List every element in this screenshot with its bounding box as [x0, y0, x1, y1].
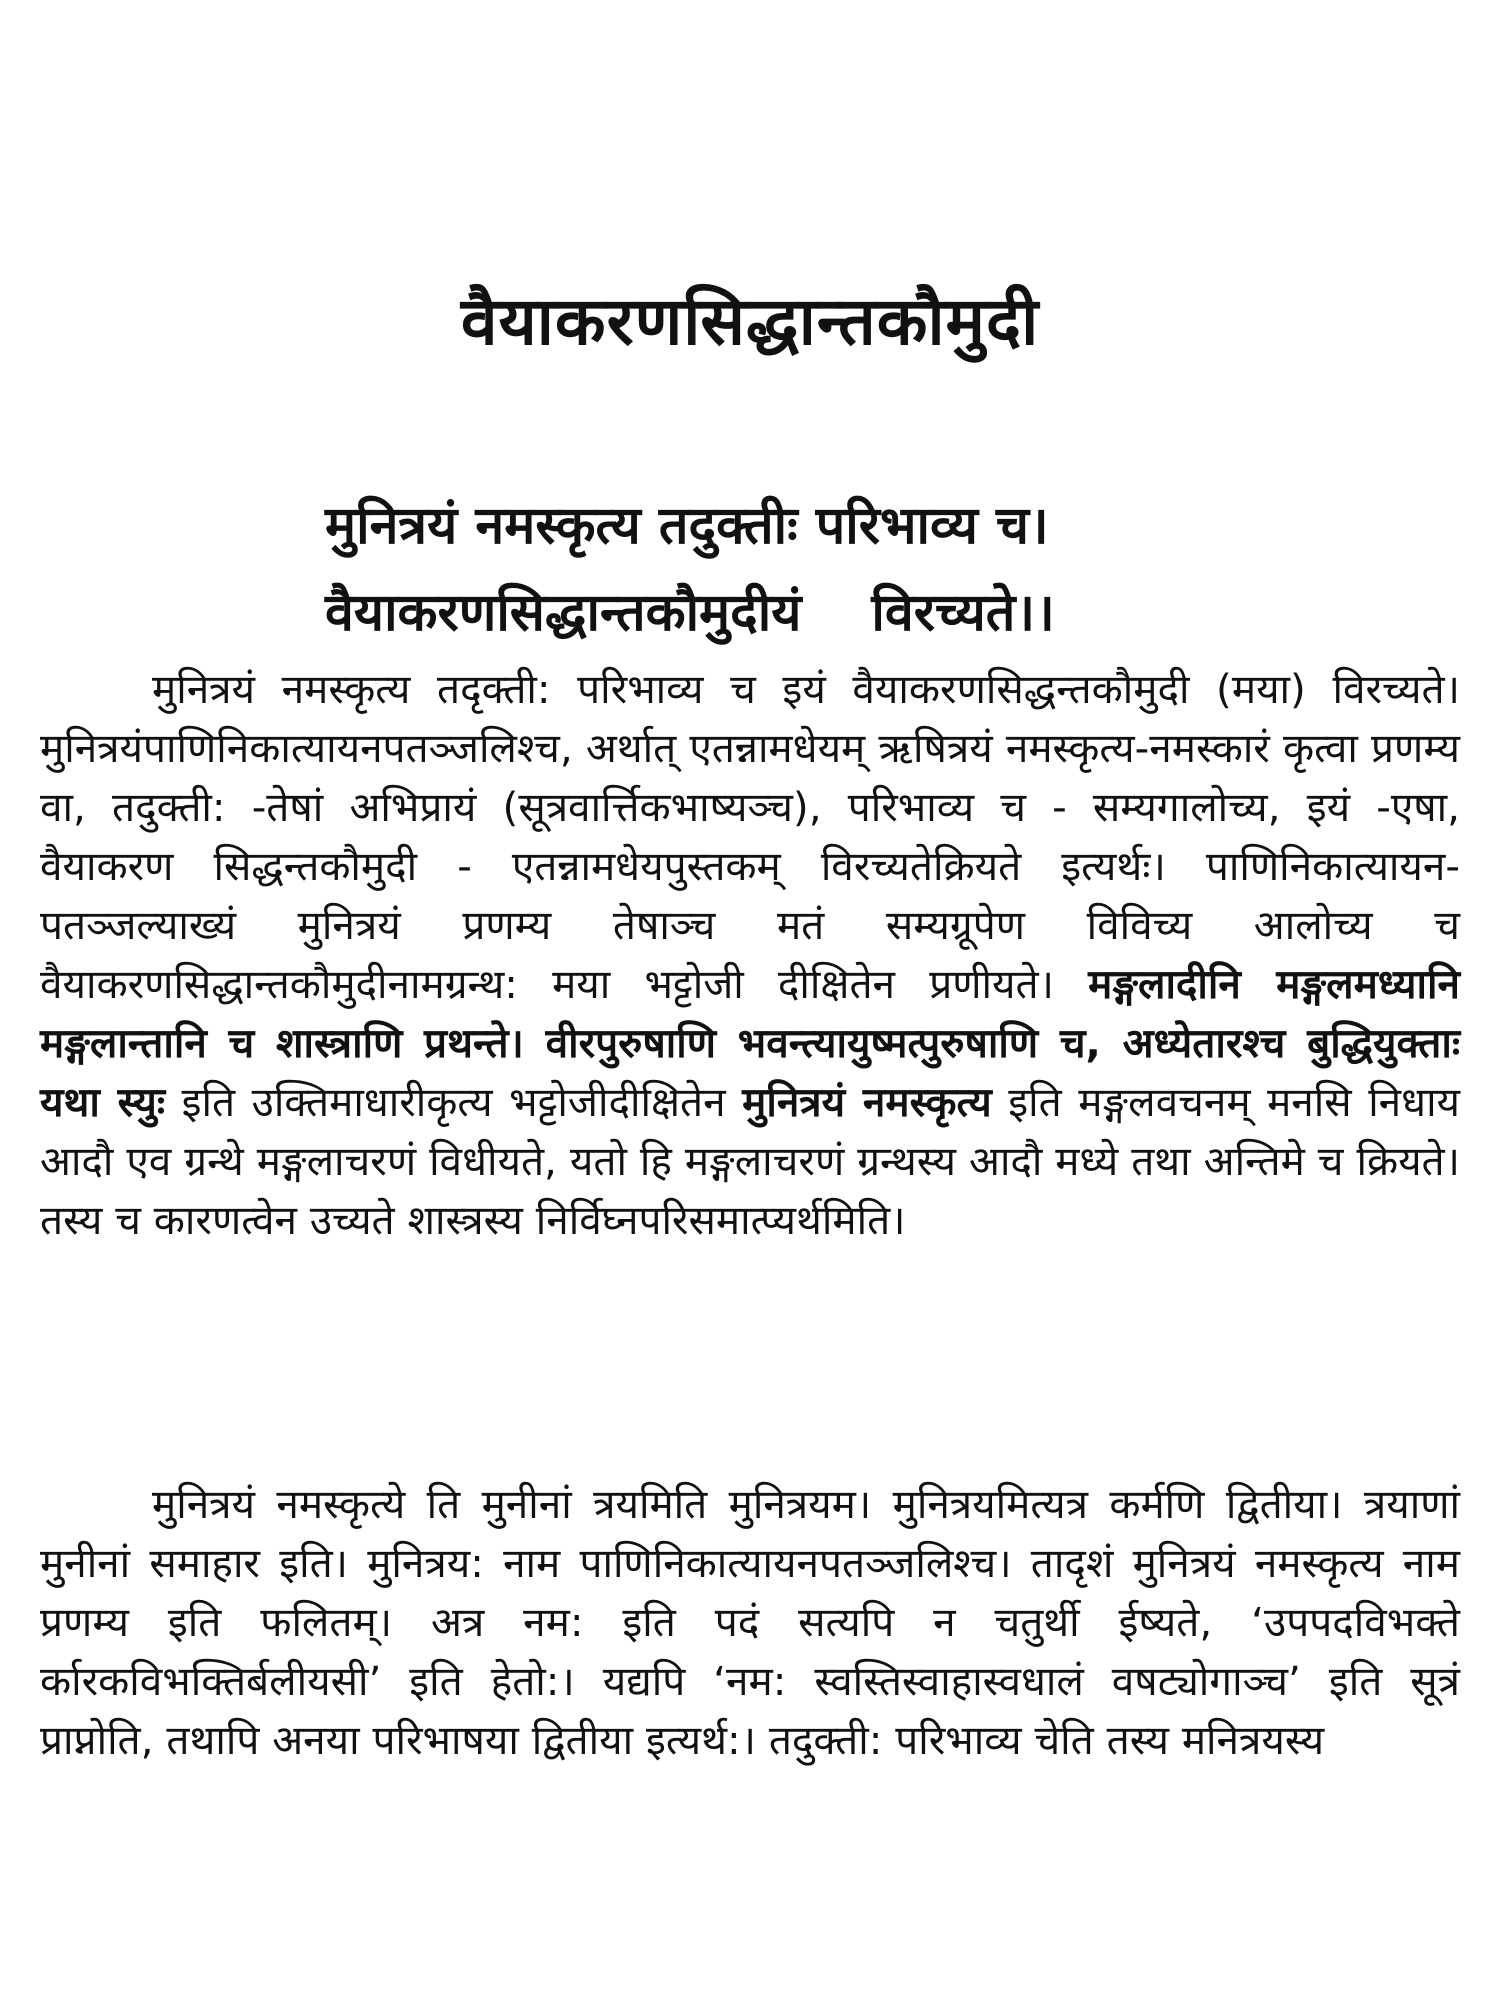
- paragraph-2-text: मुनित्रयं नमस्कृत्ये ति मुनीनां त्रयमिति मुनित्रयम। मुनित्रयमित्यत्र कर्मणि द्वितीया। त्रयाणां मुनीनां समाहार इति। मुनित्रय: नाम पाणिनिकात्यायनपतञ्जलिश्च। तादृशं मुनित्रयं नमस्कृत्य नाम प्रणम्य इति फलितम्। अत्र नम: इति पदं सत्यपि न चतुर्थी ईष्यते, ‘उपपदविभक्ते र्कारकविभक्तिर्बलीयसी’ इति हेतो:। यद्यपि ‘नम: स्वस्तिस्वाहास्वधालं वषट्योगाञ्च’ इति सूत्रं प्राप्नोति, तथापि अनया परिभाषया द्वितीया इत्यर्थ:। तदुक्ती: परिभाव्य चेति तस्य मनित्रयस्य: [40, 1480, 1460, 1764]
- verse-line-1: मुनित्रयं नमस्कृत्य तदुक्तीः परिभाव्य च।: [325, 496, 1049, 556]
- paragraph-1-bold-1: मङ्गलादीनि मङ्गलमध्यानि मङ्गलान्तानि च शास्त्राणि प्रथन्ते। वीरपुरुषाणि भवन्त्यायुष्मत्पुरुषाणि च, अध्येतारश्च बुद्धियुक्ताः यथा स्युः: [40, 960, 1461, 1126]
- paragraph-1-text-1: मुनित्रयं नमस्कृत्य तदृक्ती: परिभाव्य च इयं वैयाकरणसिद्धन्तकौमुदी (मया) विरच्यते। मुनित्रयंपाणिनिकात्यायनपतञ्जलिश्च, अर्थात् एतन्नामधेयम् ऋषित्रयं नमस्कृत्य-नमस्कारं कृत्वा प्रणम्य वा, तदुक्ती: -तेषां अभिप्रायं (सूत्रवार्त्तिकभाष्यञ्च), परिभाव्य च - सम्यगालोच्य, इयं -एषा, वैयाकरण सिद्धन्तकौमुदी - एतन्नामधेयपुस्तकम् विरच्यतेक्रियते इत्यर्थः। पाणिनिकात्यायन-पतञ्जल्याख्यं मुनित्रयं प्रणम्य तेषाञ्च मतं सम्यग्रूपेण विविच्य आलोच्य च वैयाकरणसिद्धान्तकौमुदीनामग्रन्थ: मया भट्टोजी दीक्षितेन प्रणीयते।: [40, 665, 1460, 1008]
- verse-line-2: [325, 582, 1385, 644]
- commentary-paragraph-2: [40, 1475, 1460, 1770]
- paragraph-1-text-3: इति मङ्गलवचनम् मनसि निधाय आदौ एव ग्रन्थे मङ्गलाचरणं विधीयते, यतो हि मङ्गलाचरणं ग्रन्थस्य आदौ मध्ये तथा अन्तिमे च क्रियते। तस्य च कारणत्वेन उच्यते शास्त्रस्य निर्विघ्नपरिसमात्प्यर्थमिति।: [40, 1078, 1461, 1244]
- paragraph-1-bold-2: मुनित्रयं नमस्कृत्य: [742, 1078, 992, 1126]
- page-title: वैयाकरणसिद्धान्तकौमुदी: [460, 283, 1040, 360]
- verse-line-2-first: वैयाकरणसिद्धान्तकौमुदीयं: [325, 583, 802, 643]
- paragraph-1-text-2: इति उक्तिमाधारीकृत्य भट्टोजीदीक्षितेन: [181, 1078, 726, 1126]
- commentary-paragraph-1: [40, 660, 1460, 1250]
- verse-line-2-second: विरच्यते।।: [871, 583, 1055, 643]
